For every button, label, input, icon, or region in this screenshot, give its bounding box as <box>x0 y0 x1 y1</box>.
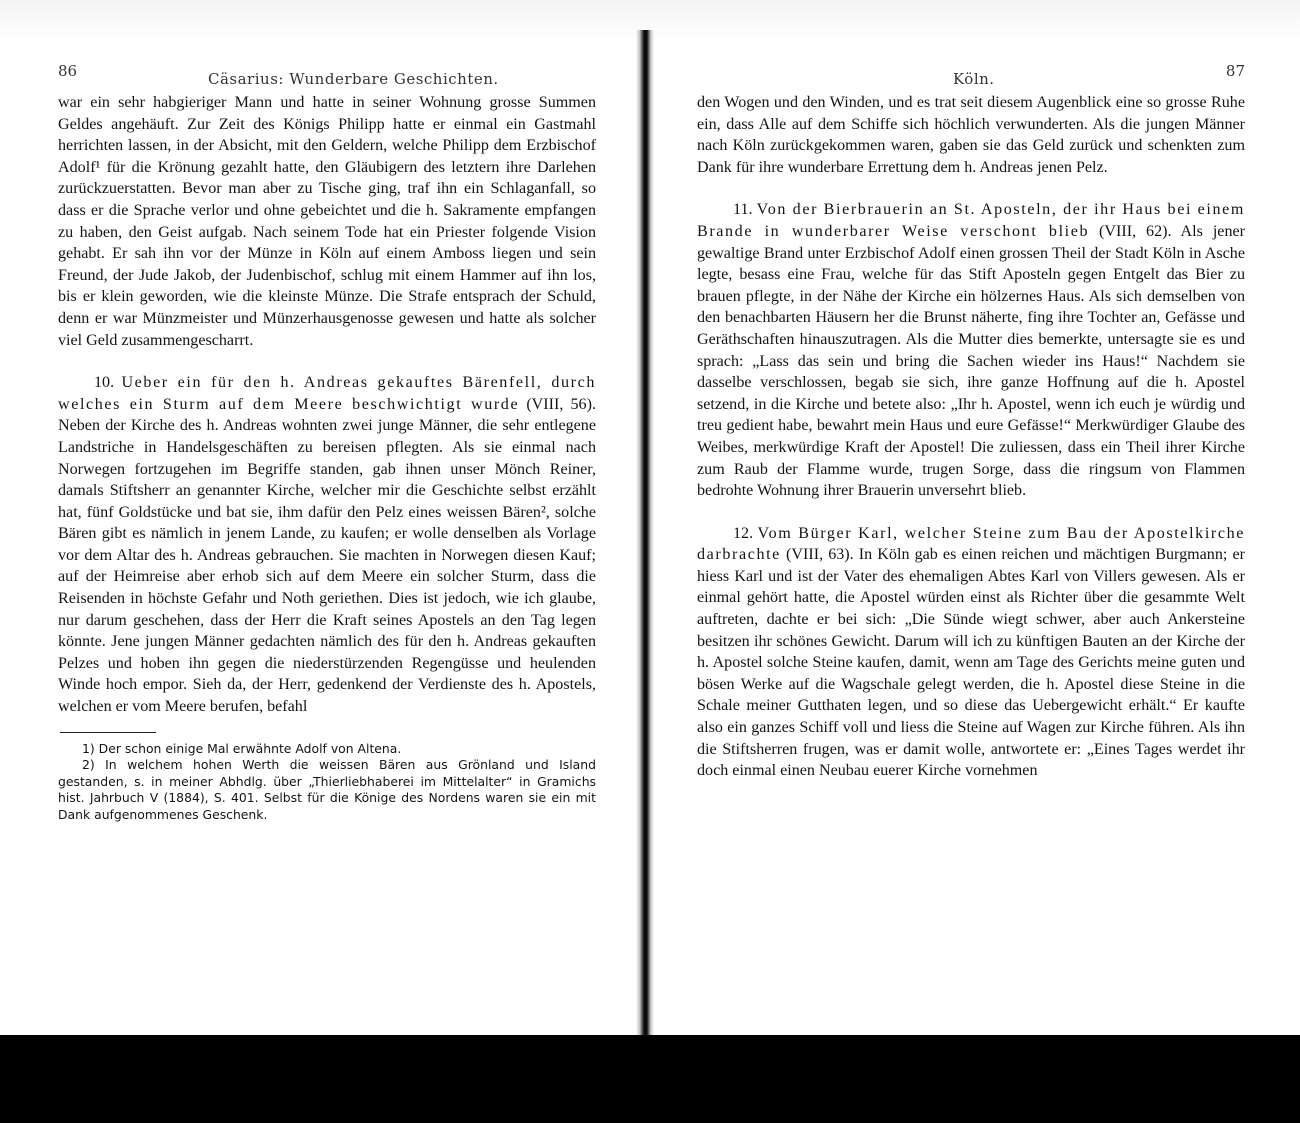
page-number: 87 <box>1225 62 1245 80</box>
left-page-header <box>58 58 596 92</box>
section-heading: Von der Bierbrauerin an St. Aposteln, der ihr Haus bei einem Brande in wunderbarer Weise verschont blieb <box>697 201 1245 240</box>
section-text: (VIII, 63). In Köln gab es einen reichen und mächtigen Burgmann; er hiess Karl und ist der Vater des ehemaligen Abtes Karl von Villers gewesen. Als er einmal gehört hatte, die Apostel würden einst als Richter über die gesammte Welt auftreten, dachte er bei sich: „Die Sünde wiegt schwer, aber auch Ankersteine besitzen ihr schönes Gewicht. Darum will ich zu künftigen Bauten an der Kirche der h. Apostel solche Steine kaufen, damit, wenn am Tage des Gerichts meine guten und bösen Werke auf die Wagschale gelegt werden, die h. Apostel diese Steine in die Schale meiner Gutthaten legen, und so diese das Uebergewicht erhält.“ Er kaufte also ein ganzes Schiff voll und liess die Steine auf Wagen zur Kirche führen. Als ihn die Stiftsherren frugen, was er damit wolle, antwortete er: „Eines Tages werdet ihr doch einmal einen Neubau euerer Kirche vornehmen <box>697 546 1245 780</box>
section-11 <box>697 199 1245 501</box>
section-number: 10. <box>94 374 115 392</box>
section-10 <box>58 372 596 718</box>
bottom-black-bar <box>0 1035 1300 1123</box>
footnote-1: 1) Der schon einige Mal erwähnte Adolf von Altena. <box>82 740 402 756</box>
paragraph-continued: war ein sehr habgieriger Mann und hatte in seiner Wohnung grosse Summen Geldes angehäuft. Zur Zeit des Königs Philipp hatte er einmal ein Gastmahl herrichten lassen, in der Absicht, mit den Geldern, welche Philipp dem Erzbischof Adolf¹ für die Krönung gezahlt hatte, den Gläubigern des letztern ihre Darlehen zurückzuerstatten. Bevor man aber zu Tische ging, traf ihn ein Schlaganfall, so dass er die Sprache verlor und ohne gebeichtet und die h. Sakramente empfangen zu haben, den Geist aufgab. Nach seinem Tode hat ein Priester folgende Vision gehabt. Er sah ihn vor der Münze in Köln auf einem Amboss liegen und sein Freund, der Jude Jakob, der Judenbischof, schlug mit einem Hammer auf ihn los, bis er klein geworden, wie die kleinste Münze. Die Strafe entsprach der Schuld, denn er war Münzmeister und Münzerhausgenosse gewesen und hatte als solcher viel Geld zusammengescharrt. <box>58 94 596 349</box>
right-page <box>697 58 1245 782</box>
footnote-rule <box>60 732 156 733</box>
running-title: Cäsarius: Wunderbare Geschichten. <box>208 70 499 88</box>
section-text: (VIII, 62). Als jener gewaltige Brand unter Erzbischof Adolf einen grossen Theil der Stadt Köln in Asche legte, besass eine Frau, welche für das Stift Aposteln gegen Entgelt das Bier zu brauen pflegte, in der Nähe der Kirche ein hölzernes Haus. Als sich demselben von den benachbarten Häusern her die Brunst näherte, fing ihre Tochter an, Gefässe und Geräthschaften hinauszutragen. Als die Mutter dies bemerkte, untersagte sie es und sprach: „Lass das sein und bring die Sachen wieder ins Haus!“ Nachdem sie dasselbe verschlossen, begab sie sich, ihre ganze Hoffnung auf die h. Apostel setzend, in die Kirche und betete also: „Ihr h. Apostel, wenn ich euch je würdig und treu gedient habe, bewahrt mein Haus und eure Gefässe!“ Merkwürdiger Glaube des Weibes, merkwürdige Kraft der Apostel! Die zuliessen, dass ein Theil ihrer Kirche zum Raub der Flamme wurde, trugen Sorge, dass die ringsum von Flammen bedrohte Wohnung ihrer Brauerin unversehrt blieb. <box>697 222 1245 500</box>
paragraph-continued: den Wogen und den Winden, und es trat seit diesem Augenblick eine so grosse Ruhe ein, dass Alle auf dem Schiffe sich höchlich verwunderten. Als die jungen Männer nach Köln zurückgekommen waren, gaben sie das Geld zurück und schenkten zum Dank für ihre wunderbare Errettung dem h. Andreas jenen Pelz. <box>697 94 1245 176</box>
section-number: 12. <box>733 524 754 542</box>
book-gutter <box>636 30 654 1035</box>
section-12 <box>697 523 1245 782</box>
section-heading: Vom Bürger Karl, welcher Steine zum Bau der Apostelkirche darbrachte <box>697 524 1245 564</box>
section-heading: Ueber ein für den h. Andreas gekauftes Bärenfell, durch welches ein Sturm auf dem Meere beschwichtigt wurde <box>58 374 596 413</box>
right-page-header <box>697 58 1245 92</box>
section-text: (VIII, 56). Neben der Kirche des h. Andreas wohnten zwei junge Männer, die sehr entlegene Landstriche in Handelsgeschäften zu bereisen pflegten. Als sie einmal nach Norwegen fortzugehen im Begriffe standen, gab ihnen unser Mönch Reiner, damals Stiftsherr an genannter Kirche, welcher mir die Geschichte selbst erzählt hat, fünf Goldstücke und bat sie, ihm dafür den Pelz eines weissen Bären², solche Bären gibt es nämlich in jenem Lande, zu kaufen; er wolle denselben als Vorlage vor dem Altar des h. Andreas gebrauchen. Sie machten in Norwegen diesen Kauf; auf der Heimreise aber erhob sich auf dem Meere ein solcher Sturm, dass die Reisenden in höchste Gefahr und Noth geriethen. Dies ist jedoch, wie ich glaube, nur darum geschehen, dass der Herr die Kraft seines Apostels an den Tag legen könnte. Jene jungen Männer gedachten nämlich des für den h. Andreas gekauften Pelzes und hoben ihn gegen die niederstürzenden Regengüsse und heulenden Winde hoch empor. Sieh da, der Herr, gedenkend der Verdienste des h. Apostels, welchen er vom Meere berufen, befahl <box>58 395 596 716</box>
left-page <box>58 58 596 824</box>
footnote-2: 2) In welchem hohen Werth die weissen Bären aus Grönland und Island gestanden, s. in meiner Abhdlg. über „Thierliebhaberei im Mittelalter“ in Gramichs hist. Jahrbuch V (1884), S. 401. Selbst für die Könige des Nordens waren sie ein mit Dank aufgenommenes Geschenk. <box>58 757 596 822</box>
section-number: 11. <box>733 201 753 219</box>
page-number: 86 <box>58 62 78 80</box>
running-title: Köln. <box>953 70 995 88</box>
